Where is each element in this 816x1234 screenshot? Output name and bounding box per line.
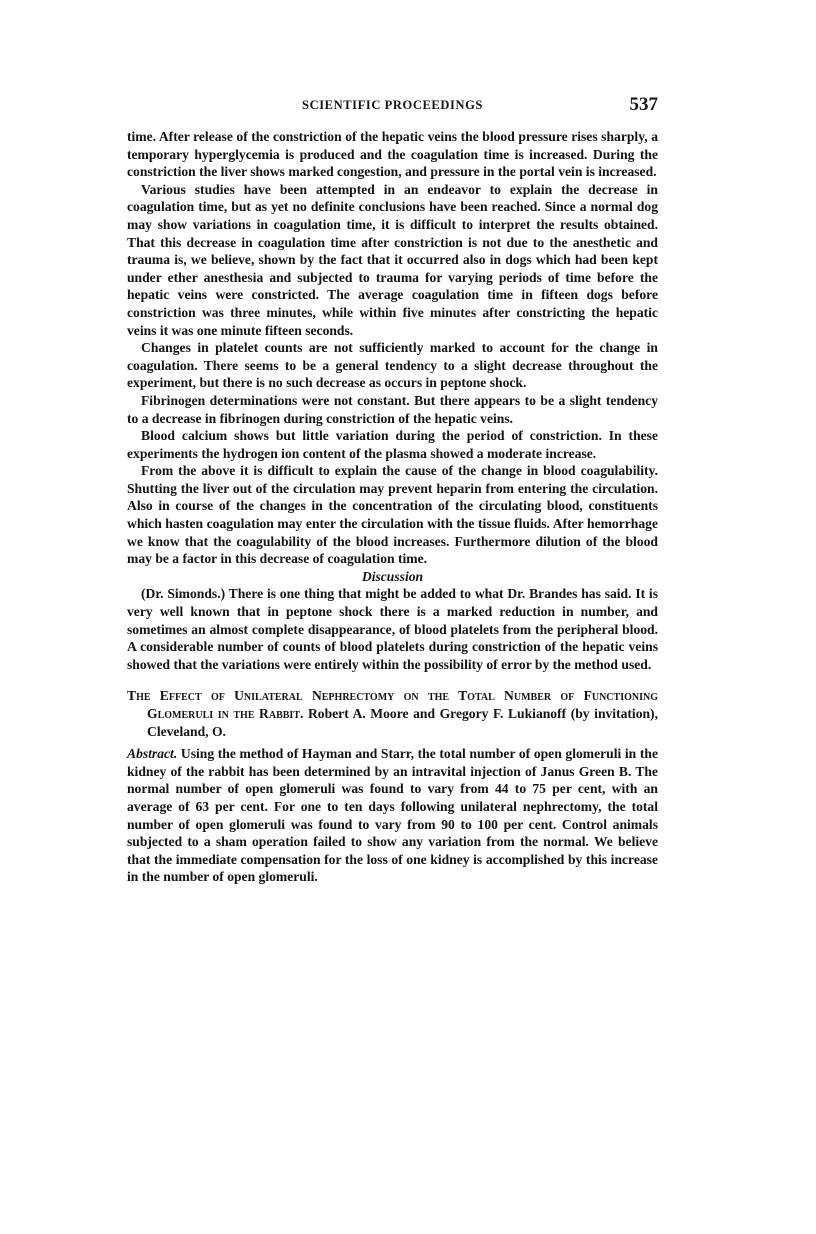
article-title-block bbox=[127, 687, 658, 740]
paragraph-coagulation-studies: Various studies have been attempted in an endeavor to explain the decrease in coagulation time, but as yet no definite conclusions have been reached. Since a normal dog may show variations in coagulation time, it is difficult to interpret the results obtained. That this decrease in coagulation time after constriction is not due to the anesthetic and trauma is, we believe, shown by the fact that it occurred also in dogs which had been kept under ether anesthesia and subjected to trauma for varying periods of time before the hepatic veins were constricted. The average coagulation time in fifteen dogs before constriction was three minutes, while within five minutes after constricting the hepatic veins it was one minute fifteen seconds. bbox=[127, 181, 658, 338]
paragraph-continuation: time. After release of the constriction of the hepatic veins the blood pressure rises sharply, a temporary hyperglycemia is produced and the coagulation time is increased. During the constriction the liver shows marked congestion, and pressure in the portal vein is increased. bbox=[127, 129, 658, 180]
abstract-text: Using the method of Hayman and Starr, the total number of open glomeruli in the kidney of the rabbit has been determined by an intravital injection of Janus Green B. The normal number of open glomeruli was found to vary from 44 to 75 per cent, with an average of 63 per cent. For one to ten days following unilateral nephrectomy, the total number of open glomeruli was found to vary from 90 to 100 per cent. Control animals subjected to a sham operation failed to show any variation from the normal. We believe that the immediate compensation for the loss of one kidney is accomplished by this increase in the number of open glomeruli. bbox=[127, 746, 658, 885]
article-title: The Effect of Unilateral Nephrectomy on the Total Number of Functioning Glomeruli in the Rabbit. bbox=[127, 688, 658, 721]
discussion-heading: Discussion bbox=[361, 568, 424, 584]
running-title: SCIENTIFIC PROCEEDINGS bbox=[302, 98, 483, 112]
paragraph-platelet-counts: Changes in platelet counts are not sufficiently marked to account for the change in coagulation. There seems to be a general tendency to a slight decrease throughout the experiment, but there is no such decrease as occurs in peptone shock. bbox=[127, 340, 658, 391]
page-number: 537 bbox=[629, 94, 658, 115]
article-authors: Robert A. Moore and Gregory F. Lukianoff (by invitation), Cleveland, O. bbox=[147, 706, 658, 739]
abstract-label: Abstract. bbox=[127, 746, 178, 762]
paragraph-fibrinogen: Fibrinogen determinations were not constant. But there appears to be a slight tendency to a decrease in fibrinogen during constriction of the hepatic veins. bbox=[127, 392, 658, 426]
discussion-paragraph: (Dr. Simonds.) There is one thing that might be added to what Dr. Brandes has said. It is very well known that in peptone shock there is a marked reduction in number, and sometimes an almost complete disappearance, of blood platelets from the peripheral blood. A considerable number of counts of blood platelets during constriction of the hepatic veins showed that the variations were entirely within the possibility of error by the method used. bbox=[127, 586, 658, 672]
journal-page bbox=[127, 96, 658, 886]
paragraph-blood-calcium: Blood calcium shows but little variation during the period of constriction. In these experiments the hydrogen ion content of the plasma showed a moderate increase. bbox=[127, 428, 658, 461]
paragraph-conclusion: From the above it is difficult to explain the cause of the change in blood coagulability. Shutting the liver out of the circulation may prevent heparin from entering the circulation. Also in course of the changes in the concentration of the circulating blood, constituents which hasten coagulation may enter the circulation with the tissue fluids. After hemorrhage we know that the coagulability of the blood increases. Furthermore dilution of the blood may be a factor in this decrease of coagulation time. bbox=[127, 463, 658, 567]
abstract-paragraph bbox=[127, 745, 658, 886]
running-head bbox=[127, 96, 658, 120]
